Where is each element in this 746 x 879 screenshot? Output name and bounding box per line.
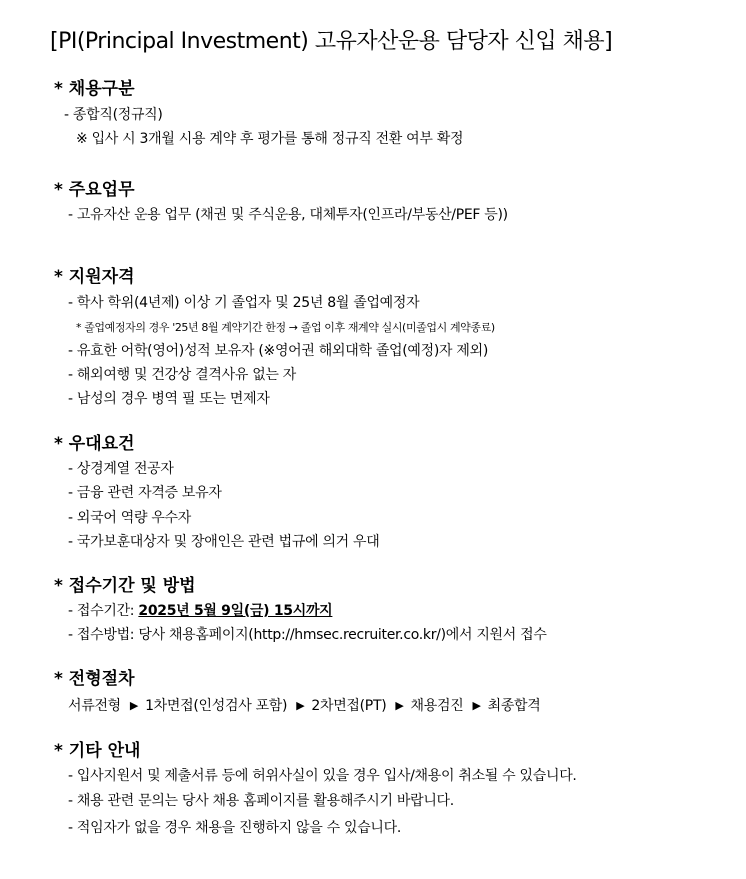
- process-step-interview-1: 1차면접(인성검사 포함): [145, 698, 288, 714]
- process-flow: [68, 695, 541, 715]
- process-step-medical: 채용검진: [410, 698, 464, 714]
- arrow-right-icon: ▶: [129, 699, 139, 712]
- application-period-label: - 접수기간:: [68, 603, 139, 619]
- process-step-document: 서류전형: [68, 698, 121, 714]
- duties-item: - 고유자산 운용 업무 (채권 및 주식운용, 대체투자(인프라/부동산/PEF 등)): [68, 207, 508, 223]
- application-method: - 접수방법: 당사 채용홈페이지(http://hmsec.recruiter.co.kr/)에서 지원서 접수: [68, 627, 547, 643]
- preferred-item-language: - 외국어 역량 우수자: [68, 510, 191, 526]
- preferred-item-major: - 상경계열 전공자: [68, 461, 174, 477]
- qualification-item-degree: - 학사 학위(4년제) 이상 기 졸업자 및 25년 8월 졸업예정자: [68, 295, 420, 311]
- section-heading-application: * 접수기간 및 방법: [54, 576, 196, 596]
- page-title: [PI(Principal Investment) 고유자산운용 담당자 신입 채용]: [50, 29, 613, 54]
- section-heading-employment-type: * 채용구분: [54, 79, 135, 99]
- process-step-final: 최종합격: [487, 698, 541, 714]
- qualification-item-language: - 유효한 어학(영어)성적 보유자 (※영어권 해외대학 졸업(예정)자 제외): [68, 343, 489, 359]
- section-heading-process: * 전형절차: [54, 669, 135, 689]
- section-heading-other: * 기타 안내: [54, 741, 141, 761]
- section-heading-duties: * 주요업무: [54, 180, 135, 200]
- employment-type-item: - 종합직(정규직): [64, 107, 163, 123]
- preferred-item-veterans: - 국가보훈대상자 및 장애인은 관련 법규에 의거 우대: [68, 534, 380, 550]
- preferred-item-certificate: - 금융 관련 자격증 보유자: [68, 485, 222, 501]
- application-period: [68, 600, 332, 620]
- arrow-right-icon: ▶: [472, 699, 481, 712]
- other-item-inquiry: - 채용 관련 문의는 당사 채용 홈페이지를 활용해주시기 바랍니다.: [68, 793, 454, 809]
- other-item-false-info: - 입사지원서 및 제출서류 등에 허위사실이 있을 경우 입사/채용이 취소될 수 있습니다.: [68, 768, 577, 784]
- other-item-no-hire: - 적임자가 없을 경우 채용을 진행하지 않을 수 있습니다.: [68, 820, 402, 836]
- section-heading-preferred: * 우대요건: [54, 434, 135, 454]
- process-step-interview-2: 2차면접(PT): [311, 698, 387, 714]
- arrow-right-icon: ▶: [395, 699, 404, 712]
- employment-type-note: ※ 입사 시 3개월 시용 계약 후 평가를 통해 정규직 전환 여부 확정: [76, 131, 464, 147]
- section-heading-qualifications: * 지원자격: [54, 267, 135, 287]
- qualification-note-graduation: * 졸업예정자의 경우 '25년 8월 계약기간 한정 → 졸업 이후 재계약 실시(미졸업시 계약종료): [76, 321, 495, 334]
- qualification-item-military: - 남성의 경우 병역 필 또는 면제자: [68, 391, 270, 407]
- application-deadline: 2025년 5월 9일(금) 15시까지: [138, 603, 333, 619]
- qualification-item-travel-health: - 해외여행 및 건강상 결격사유 없는 자: [68, 367, 297, 383]
- arrow-right-icon: ▶: [296, 699, 305, 712]
